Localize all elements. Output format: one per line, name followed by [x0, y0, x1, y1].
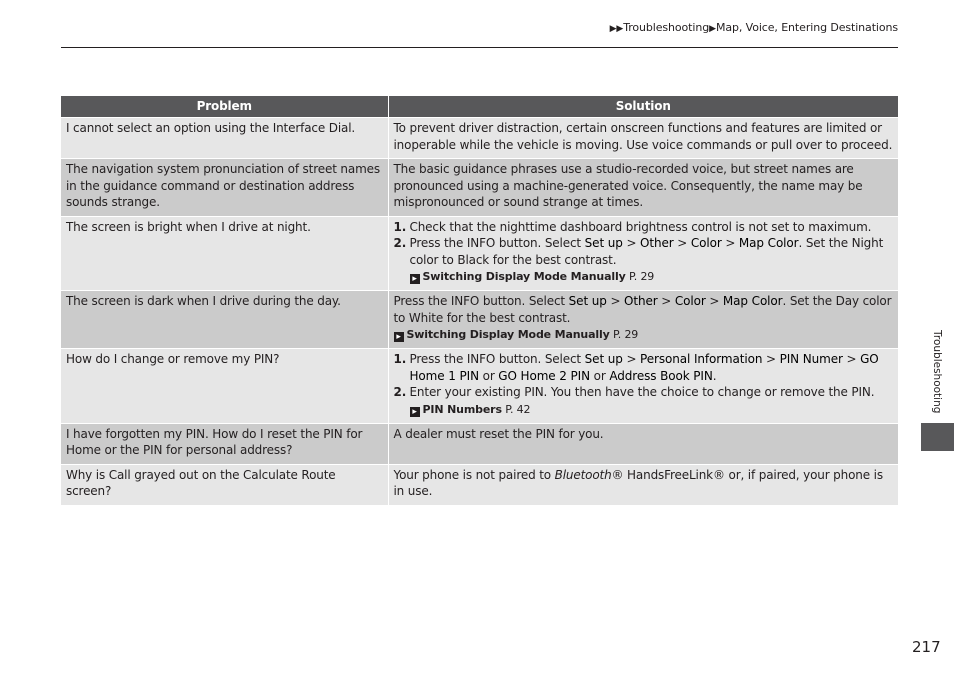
menu-separator: >	[657, 294, 675, 308]
table-row	[61, 216, 898, 291]
troubleshooting-table	[61, 96, 898, 505]
menu-separator: >	[762, 352, 780, 366]
cross-reference-page: P. 29	[625, 270, 655, 283]
table-row	[61, 423, 898, 464]
solution-text-pre: Your phone is not paired to	[393, 467, 555, 482]
menu-item-go-home-1-pin: GO Home 1 PIN	[409, 352, 879, 383]
solution-step	[394, 235, 894, 285]
solution-cell	[388, 349, 898, 424]
cross-reference-page: P. 29	[609, 328, 639, 341]
or-text: or	[590, 368, 610, 383]
menu-item-personal-information: Personal Information	[640, 352, 763, 366]
solution-steps	[394, 351, 894, 418]
menu-item-set-up: Set up	[584, 236, 623, 250]
step-text: Check that the nighttime dashboard brightness control is not set to maximum.	[409, 219, 872, 234]
breadcrumb-separator-icon: ▶	[709, 24, 716, 34]
solution-text-pre: Press the INFO button. Select	[393, 294, 569, 308]
page-number: 217	[912, 638, 941, 656]
solution-cell	[388, 464, 898, 505]
problem-cell: Why is Call grayed out on the Calculate Route screen?	[61, 464, 388, 505]
breadcrumb	[61, 21, 898, 34]
breadcrumb-arrow-icon: ▶▶	[609, 24, 624, 34]
problem-cell: How do I change or remove my PIN?	[61, 349, 388, 424]
menu-item-set-up: Set up	[584, 352, 623, 366]
step-number: 2.	[393, 385, 407, 399]
table-row	[61, 159, 898, 217]
menu-item-other: Other	[624, 294, 658, 308]
header-rule	[61, 47, 898, 48]
menu-item-map-color: Map Color	[738, 236, 799, 250]
cross-reference[interactable]	[394, 326, 894, 343]
solution-cell: A dealer must reset the PIN for you.	[388, 423, 898, 464]
menu-separator: >	[622, 352, 641, 366]
step-text-post: .	[712, 368, 717, 383]
breadcrumb-page: Map, Voice, Entering Destinations	[715, 21, 898, 34]
bluetooth-brand-text: Bluetooth	[554, 467, 612, 482]
side-tab-label: Troubleshooting	[931, 330, 943, 414]
menu-item-address-book-pin: Address Book PIN	[609, 368, 713, 383]
menu-separator: >	[622, 236, 641, 250]
side-tab-marker	[921, 423, 954, 451]
cross-reference[interactable]	[410, 268, 894, 285]
breadcrumb-section: Troubleshooting	[623, 21, 710, 34]
problem-cell: The screen is dark when I drive during the day.	[61, 291, 388, 349]
column-header-problem: Problem	[61, 96, 388, 118]
problem-cell: I have forgotten my PIN. How do I reset the PIN for Home or the PIN for personal address?	[61, 423, 388, 464]
solution-step	[394, 384, 894, 418]
menu-item-set-up: Set up	[568, 294, 607, 308]
menu-separator: >	[673, 236, 691, 250]
reference-arrow-icon: ▸	[394, 332, 404, 342]
table-header-row	[61, 96, 898, 118]
step-number: 2.	[393, 236, 407, 250]
menu-separator: >	[721, 236, 739, 250]
menu-item-map-color: Map Color	[722, 294, 783, 308]
cross-reference-label: Switching Display Mode Manually	[406, 328, 610, 341]
or-text: or	[478, 368, 499, 383]
solution-step	[394, 219, 894, 236]
step-text-pre: Press the INFO button. Select	[409, 236, 585, 250]
menu-separator: >	[842, 352, 861, 366]
problem-cell: The screen is bright when I drive at night.	[61, 216, 388, 291]
column-header-solution: Solution	[388, 96, 898, 118]
menu-item-pin-numer: PIN Numer	[779, 352, 843, 366]
solution-text-post: ® HandsFreeLink® or, if paired, your phone is in use.	[393, 467, 883, 498]
table-row	[61, 464, 898, 505]
solution-cell	[388, 216, 898, 291]
cross-reference-label: PIN Numbers	[422, 402, 502, 416]
reference-arrow-icon: ▸	[410, 407, 420, 417]
cross-reference[interactable]	[410, 401, 894, 418]
step-text-pre: Press the INFO button. Select	[409, 352, 585, 366]
solution-cell: The basic guidance phrases use a studio-recorded voice, but street names are pronounced using a machine-generated voice. Consequently, the name may be mispronounced or sound strange at times.	[388, 159, 898, 217]
reference-arrow-icon: ▸	[410, 274, 420, 284]
menu-item-other: Other	[640, 236, 674, 250]
table-row	[61, 349, 898, 424]
step-text: Enter your existing PIN. You then have the choice to change or remove the PIN.	[409, 385, 875, 399]
solution-cell	[388, 291, 898, 349]
solution-cell: To prevent driver distraction, certain onscreen functions and features are limited or inoperable while the vehicle is moving. Use voice commands or pull over to proceed.	[388, 118, 898, 159]
table-row	[61, 118, 898, 159]
menu-item-color: Color	[690, 236, 722, 250]
step-number: 1.	[393, 352, 407, 366]
step-text-post: . Set the Night color to Black for the best contrast.	[409, 236, 884, 267]
table-row	[61, 291, 898, 349]
problem-cell: The navigation system pronunciation of street names in the guidance command or destination address sounds strange.	[61, 159, 388, 217]
solution-text-post: . Set the Day color to White for the best contrast.	[393, 294, 892, 325]
cross-reference-page: P. 42	[501, 402, 531, 416]
step-number: 1.	[393, 219, 407, 234]
cross-reference-label: Switching Display Mode Manually	[422, 270, 626, 283]
problem-cell: I cannot select an option using the Interface Dial.	[61, 118, 388, 159]
menu-item-color: Color	[674, 294, 706, 308]
solution-steps	[394, 219, 894, 286]
menu-separator: >	[705, 294, 723, 308]
solution-step	[394, 351, 894, 384]
menu-separator: >	[606, 294, 625, 308]
menu-item-go-home-2-pin: GO Home 2 PIN	[498, 368, 590, 383]
